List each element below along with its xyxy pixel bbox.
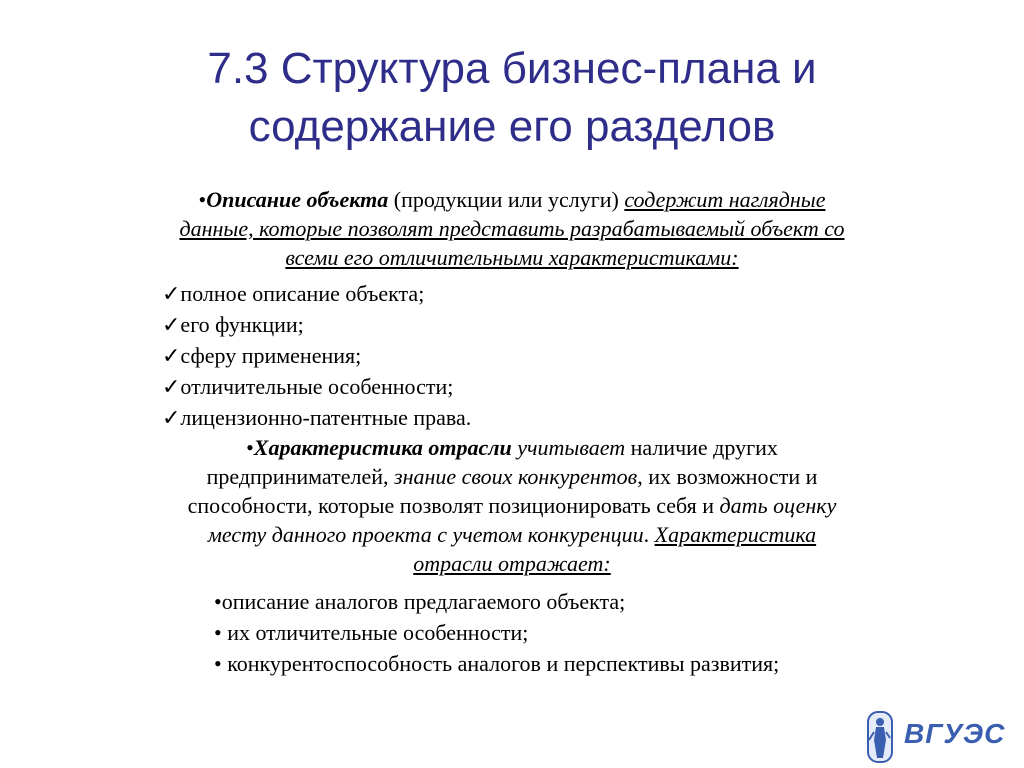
italic-text: месту данного проекта с учетом конкуренции (207, 522, 644, 547)
logo-text: ВГУЭС (904, 718, 1006, 749)
plain-text: предпринимателей, (206, 464, 394, 489)
plain-text: способности, которые позволят позиционировать себя и (187, 493, 720, 518)
paragraph-line (40, 433, 984, 462)
list-item: • их отличительные особенности; (214, 620, 529, 645)
paragraph-line: всеми его отличительными характеристиками: (285, 245, 739, 270)
title-line-2: содержание его разделов (248, 102, 776, 151)
paragraph-line (40, 520, 984, 549)
plain-text: (продукции или услуги) (388, 187, 625, 212)
plain-text: . (643, 522, 655, 547)
paragraph-line (40, 462, 984, 491)
list-item: •описание аналогов предлагаемого объекта; (214, 589, 626, 614)
bold-term: Описание объекта (206, 187, 389, 212)
list-item: • конкурентоспособность аналогов и перспективы развития; (214, 651, 780, 676)
italic-text: знание своих конкурентов (393, 464, 638, 489)
bullet: • (198, 187, 207, 212)
checklist-item: ✓полное описание объекта; (162, 281, 425, 306)
plain-text: , их возможности и (637, 464, 818, 489)
checklist-item: ✓сферу применения; (162, 343, 362, 368)
checklist-item: ✓отличительные особенности; (162, 374, 454, 399)
paragraph-line (40, 185, 984, 214)
paragraph-line (40, 491, 984, 520)
analogs-list (214, 586, 779, 679)
checklist-item: ✓его функции; (162, 312, 304, 337)
object-checklist (162, 278, 471, 433)
paragraph-line: данные, которые позволят представить разрабатываемый объект со (179, 216, 845, 241)
italic-text: учитывает (511, 435, 626, 460)
bullet: • (246, 435, 254, 460)
object-description-paragraph (40, 185, 984, 272)
statue-icon (864, 710, 904, 764)
industry-paragraph (40, 433, 984, 578)
italic-underlined-text: содержит наглядные (624, 187, 826, 212)
university-logo (864, 710, 1006, 764)
plain-text: наличие других (625, 435, 778, 460)
checklist-item: ✓лицензионно-патентные права. (162, 405, 472, 430)
italic-text: дать оценку (719, 493, 837, 518)
title-line-1: 7.3 Структура бизнес-плана и (207, 44, 817, 93)
slide-title (0, 40, 1024, 156)
paragraph-line: отрасли отражает: (413, 551, 611, 576)
italic-underlined-text: Характеристика (654, 522, 817, 547)
bold-term: Характеристика отрасли (253, 435, 512, 460)
